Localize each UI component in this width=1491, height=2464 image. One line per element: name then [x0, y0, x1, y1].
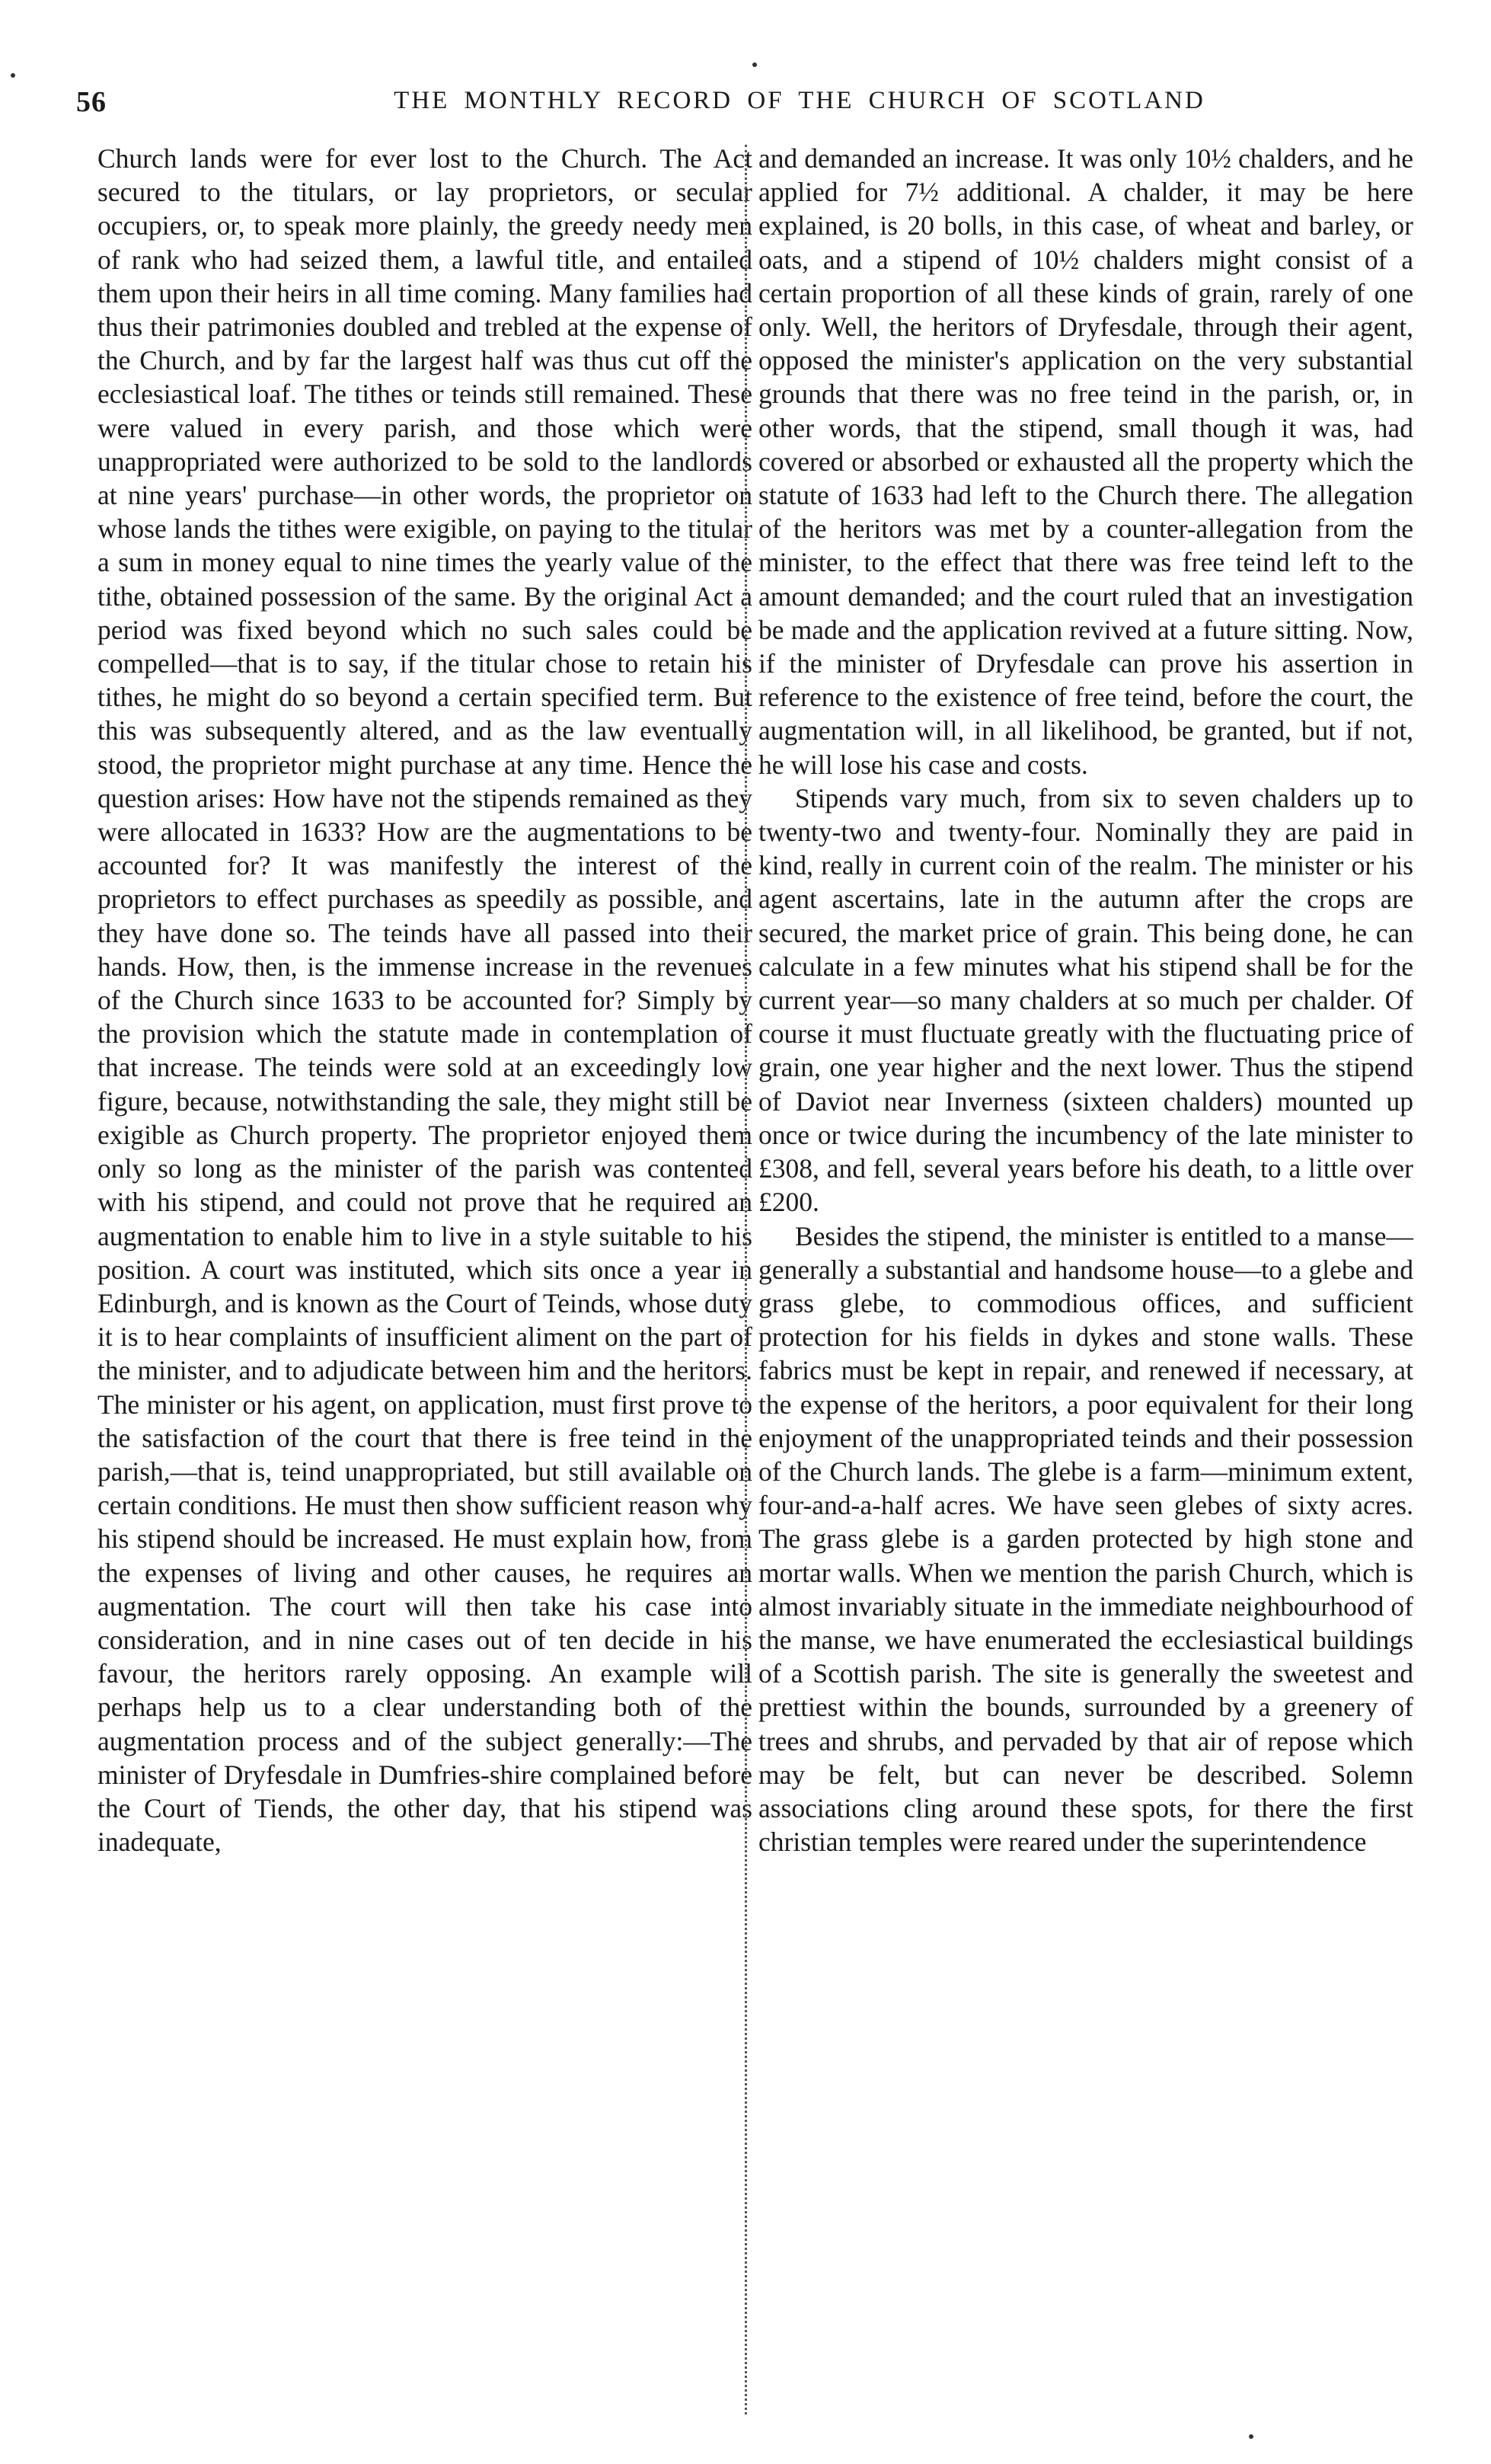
left-column [97, 142, 752, 1858]
page-header [76, 85, 1401, 131]
print-speck [11, 73, 15, 78]
right-paragraph-1: and demanded an increase. It was only 10½ chalders, and he applied for 7½ additional. A chalder, it may be here explained, is 20 bolls, in this case, of wheat and barley, or oats, and a stipend of 10½ chalders might consist of a certain proportion of all these kinds of grain, rarely of one only. Well, the heritors of Dryfesdale, through their agent, opposed the minister's application on the very substantial grounds that there was no free teind in the parish, or, in other words, that the stipend, small though it was, had covered or absorbed or exhausted all the property which the statute of 1633 had left to the Church there. The allegation of the heritors was met by a counter-allegation from the minister, to the effect that there was free teind left to the amount demanded; and the court ruled that an investigation be made and the application revived at a future sitting. Now, if the minister of Dryfesdale can prove his assertion in reference to the existence of free teind, before the court, the augmentation will, in all likelihood, be granted, but if not, he will lose his case and costs. [758, 143, 1413, 780]
column-divider [745, 145, 747, 2414]
print-speck [1249, 2434, 1253, 2439]
left-paragraph-1: Church lands were for ever lost to the Church. The Act secured to the titulars, or lay proprietors, or secular occupiers, or, to speak more plainly, the greedy needy men of rank who had seized them, a lawful title, and entailed them upon their heirs in all time coming. Many families had thus their patrimonies doubled and trebled at the expense of the Church, and by far the largest half was thus cut off the ecclesiastical loaf. The tithes or teinds still remained. These were valued in every parish, and those which were unappropriated were authorized to be sold to the landlords at nine years' purchase—in other words, the proprietor on whose lands the tithes were exigible, on paying to the titular a sum in money equal to nine times the yearly value of the tithe, obtained possession of the same. By the original Act a period was fixed beyond which no such sales could be compelled—that is to say, if the titular chose to retain his tithes, he might do so beyond a certain specified term. But this was subsequently altered, and as the law eventually stood, the proprietor might purchase at any time. Hence the question arises: How have not the stipends remained as they were allocated in 1633? How are the augmentations to be accounted for? It was manifestly the interest of the proprietors to effect purchases as speedily as possible, and they have done so. The teinds have all passed into their hands. How, then, is the immense increase in the revenues of the Church since 1633 to be accounted for? Simply by the provision which the statute made in contemplation of that increase. The teinds were sold at an exceedingly low figure, because, notwithstanding the sale, they might still be exigible as Church property. The proprietor enjoyed them only so long as the minister of the parish was contented with his stipend, and could not prove that he required an augmentation to enable him to live in a style suitable to his position. A court was instituted, which sits once a year in Edinburgh, and is known as the Court of Teinds, whose duty it is to hear complaints of insufficient aliment on the part of the minister, and to adjudicate between him and the heritors. The minister or his agent, on application, must first prove to the satisfaction of the court that there is free teind in the parish,—that is, teind unappropriated, but still available on certain conditions. He must then show sufficient reason why his stipend should be increased. He must explain how, from the expenses of living and other causes, he requires an augmentation. The court will then take his case into consideration, and in nine cases out of ten decide in his favour, the heritors rarely opposing. An example will perhaps help us to a clear understanding both of the augmentation process and of the subject generally:—The minister of Dryfesdale in Dumfries-shire complained before the Court of Tiends, the other day, that his stipend was inadequate, [97, 143, 752, 1858]
print-speck [752, 62, 757, 67]
page-number: 56 [76, 86, 107, 118]
right-paragraph-2: Stipends vary much, from six to seven chalders up to twenty-two and twenty-four. Nominally they are paid in kind, really in current coin of the realm. The minister or his agent ascertains, late in the autumn after the crops are secured, the market price of grain. This being done, he can calculate in a few minutes what his stipend shall be for the current year—so many chalders at so much per chalder. Of course it must fluctuate greatly with the fluctuating price of grain, one year higher and the next lower. Thus the stipend of Daviot near Inverness (sixteen chalders) mounted up once or twice during the incumbency of the late minister to £308, and fell, several years before his death, to a little over £200. [758, 782, 1413, 1218]
running-title: THE MONTHLY RECORD OF THE CHURCH OF SCOTLAND [394, 87, 1205, 114]
right-column [758, 142, 1413, 1858]
right-paragraph-3: Besides the stipend, the minister is entitled to a manse—generally a substantial and handsome house—to a glebe and grass glebe, to commodious offices, and sufficient protection for his fields in dykes and stone walls. These fabrics must be kept in repair, and renewed if necessary, at the expense of the heritors, a poor equivalent for their long enjoyment of the unappropriated teinds and their possession of the Church lands. The glebe is a farm—minimum extent, four-and-a-half acres. We have seen glebes of sixty acres. The grass glebe is a garden protected by high stone and mortar walls. When we mention the parish Church, which is almost invariably situate in the immediate neighbourhood of the manse, we have enumerated the ecclesiastical buildings of a Scottish parish. The site is generally the sweetest and prettiest within the bounds, surrounded by a greenery of trees and shrubs, and pervaded by that air of repose which may be felt, but can never be described. Solemn associations cling around these spots, for there the first christian temples were reared under the superintendence [758, 1220, 1413, 1858]
